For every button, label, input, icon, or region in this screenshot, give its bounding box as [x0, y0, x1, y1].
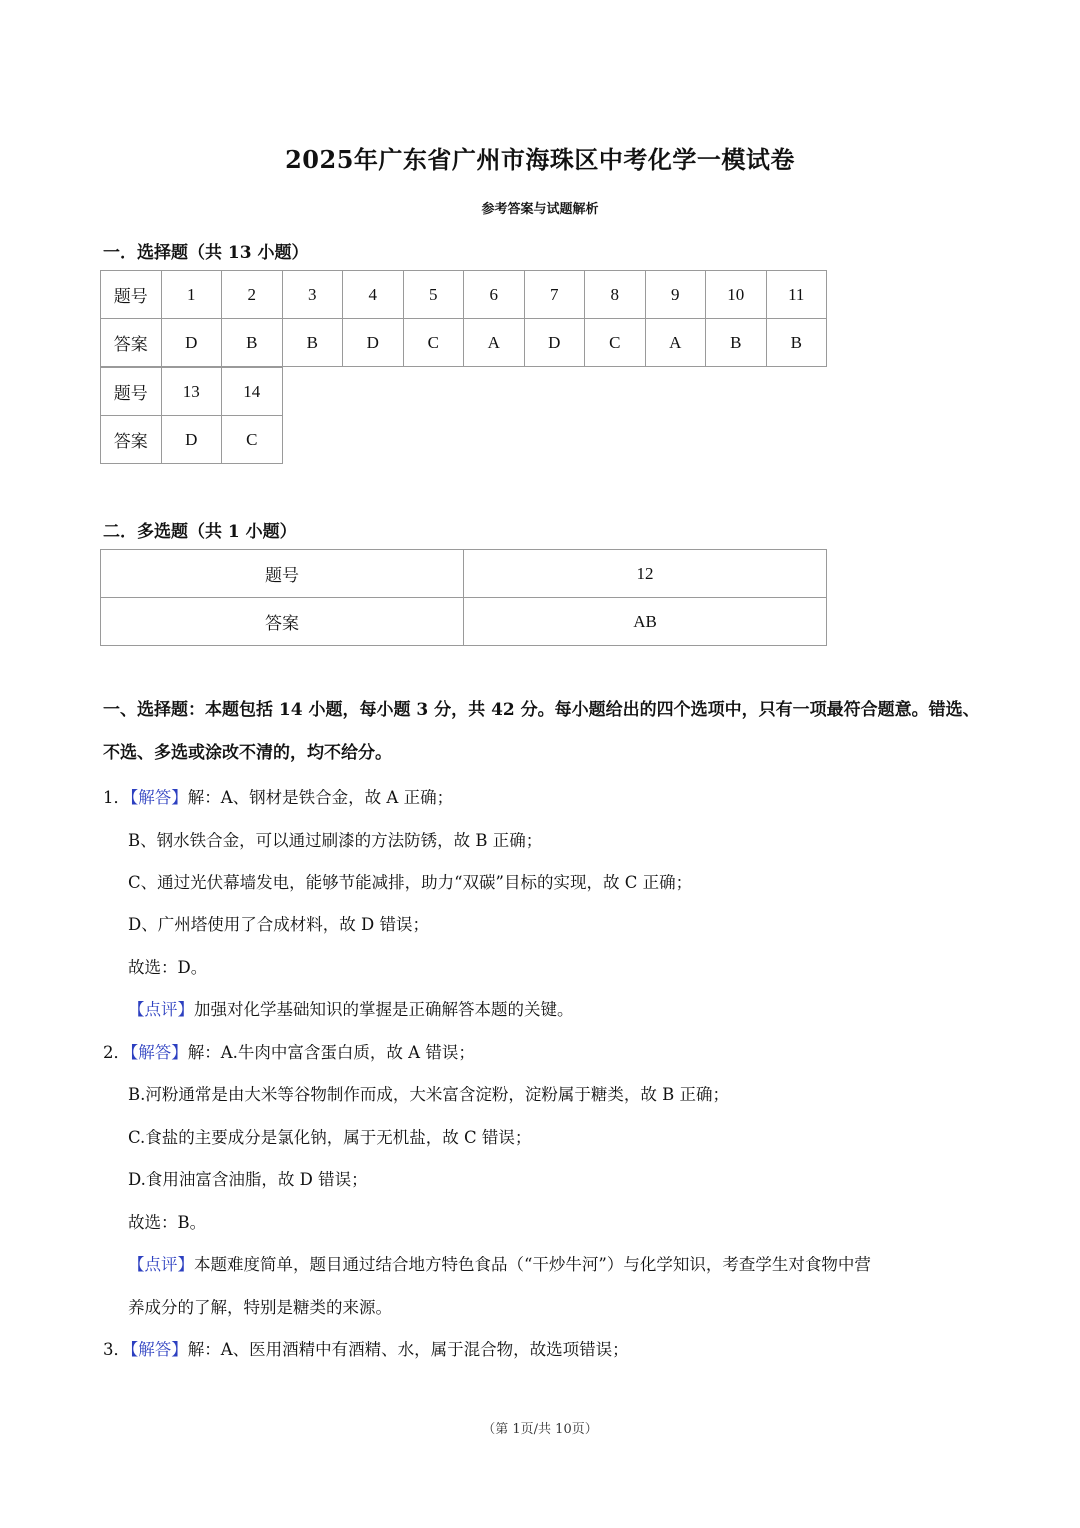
- answer-cell: D: [343, 319, 404, 367]
- question-number: 3．: [103, 1340, 130, 1359]
- answer-text: 解：A.牛肉中富含蛋白质，故 A 错误；: [187, 1043, 475, 1062]
- answer-cell: A: [464, 319, 525, 367]
- section2-heading: 二．多选题（共 1 小题）: [103, 522, 297, 542]
- answer-text: D.食用油富含油脂，故 D 错误；: [128, 1170, 368, 1189]
- question-number: 3: [282, 271, 343, 319]
- question-number: 8: [585, 271, 646, 319]
- row-label-answer: 答案: [101, 416, 162, 464]
- row-label-answer: 答案: [101, 319, 162, 367]
- question-number: 13: [161, 368, 222, 416]
- table-row-numbers: [101, 550, 827, 598]
- question-number: 9: [645, 271, 706, 319]
- row-label-number: 题号: [101, 368, 162, 416]
- answer-text: B.河粉通常是由大米等谷物制作而成，大米富含淀粉，淀粉属于糖类，故 B 正确；: [128, 1085, 729, 1104]
- comment-text: 加强对化学基础知识的掌握是正确解答本题的关键。: [194, 1000, 574, 1019]
- answer-cell: C: [585, 319, 646, 367]
- question-number: 1．: [103, 788, 130, 807]
- answer-cell: B: [706, 319, 767, 367]
- answer-conclusion: 故选：D。: [128, 958, 208, 977]
- answer-cell: B: [766, 319, 827, 367]
- question-number: 7: [524, 271, 585, 319]
- comment-tag: 【点评】: [128, 1255, 194, 1274]
- answer-table-choice: [100, 270, 827, 367]
- answer-block-q1: [103, 784, 453, 808]
- page-subtitle: 参考答案与试题解析: [481, 202, 599, 217]
- answer-cell: AB: [464, 598, 827, 646]
- table-row-answers: [101, 319, 827, 367]
- answer-cell: A: [645, 319, 706, 367]
- answer-cell: B: [222, 319, 283, 367]
- comment-block-q1: [128, 996, 574, 1020]
- answer-cell: D: [161, 416, 222, 464]
- question-number: 14: [222, 368, 283, 416]
- row-label-number: 题号: [101, 271, 162, 319]
- question-number: 4: [343, 271, 404, 319]
- comment-text: 本题难度简单，题目通过结合地方特色食品（“干炒牛河”）与化学知识，考查学生对食物中营: [194, 1255, 871, 1274]
- answer-cell: B: [282, 319, 343, 367]
- page-title: 2025年广东省广州市海珠区中考化学一模试卷: [285, 145, 795, 174]
- answer-table-choice-cont: [100, 367, 283, 464]
- question-number: 12: [464, 550, 827, 598]
- answer-cell: D: [161, 319, 222, 367]
- table-row-numbers: [101, 271, 827, 319]
- comment-tag: 【点评】: [128, 1000, 194, 1019]
- answer-text: 解：A、钢材是铁合金，故 A 正确；: [187, 788, 454, 807]
- section1-heading: 一．选择题（共 13 小题）: [103, 243, 309, 263]
- question-number: 1: [161, 271, 222, 319]
- page-footer: （第 1页/共 10页）: [482, 1422, 598, 1437]
- answer-text: B、钢水铁合金，可以通过刷漆的方法防锈，故 B 正确；: [128, 831, 543, 850]
- section-instructions: 一、选择题：本题包括 14 小题，每小题 3 分，共 42 分。每小题给出的四个选项中，只有一项最符合题意。错选、不选、多选或涂改不清的，均不给分。: [103, 700, 980, 763]
- question-number: 10: [706, 271, 767, 319]
- table-row-answers: [101, 416, 283, 464]
- answer-tag: 【解答】: [130, 1043, 188, 1062]
- answer-block-q2: [103, 1039, 475, 1063]
- row-label-answer: 答案: [101, 598, 464, 646]
- comment-text: 养成分的了解，特别是糖类的来源。: [128, 1298, 392, 1317]
- row-label-number: 题号: [101, 550, 464, 598]
- question-number: 2: [222, 271, 283, 319]
- question-number: 11: [766, 271, 827, 319]
- answer-cell: C: [403, 319, 464, 367]
- answer-cell: C: [222, 416, 283, 464]
- answer-text: 解：A、医用酒精中有酒精、水，属于混合物，故选项错误；: [187, 1340, 629, 1359]
- answer-cell: D: [524, 319, 585, 367]
- table-row-answers: [101, 598, 827, 646]
- answer-text: C、通过光伏幕墙发电，能够节能减排，助力“双碳”目标的实现，故 C 正确；: [128, 873, 693, 892]
- answer-text: C.食盐的主要成分是氯化钠，属于无机盐，故 C 错误；: [128, 1128, 532, 1147]
- answer-tag: 【解答】: [130, 788, 188, 807]
- comment-block-q2: [128, 1251, 871, 1275]
- question-number: 5: [403, 271, 464, 319]
- answer-tag: 【解答】: [130, 1340, 188, 1359]
- table-row-numbers: [101, 368, 283, 416]
- answer-table-multi: [100, 549, 827, 646]
- question-number: 6: [464, 271, 525, 319]
- question-number: 2．: [103, 1043, 130, 1062]
- answer-conclusion: 故选：B。: [128, 1213, 207, 1232]
- answer-text: D、广州塔使用了合成材料，故 D 错误；: [128, 915, 429, 934]
- answer-block-q3: [103, 1336, 629, 1360]
